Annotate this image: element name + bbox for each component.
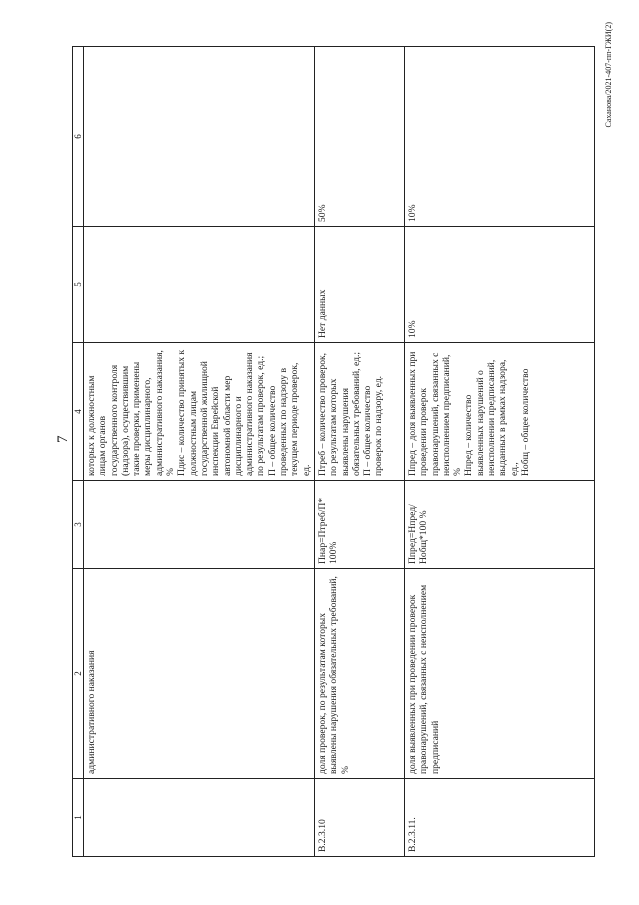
column-header-4: 4 [73,343,84,481]
description-line: лицам органов [97,415,109,476]
row-code [84,779,315,857]
row-code: В.2.3.10 [314,779,404,857]
description-line: текущем периоде проверок, [289,362,301,476]
row-value-6: 50% [314,47,404,227]
table-row [404,47,594,857]
row-code: В.2.3.11. [404,779,594,857]
description-line: выданных в рамках надзора, [497,359,509,476]
description-line: ед., [508,462,520,476]
row-formula [84,481,315,569]
description-line: правонарушений, связанных с [429,352,441,476]
description-line: проверок по надзору, ед. [373,375,385,476]
description-line: неисполнением предписаний, [440,354,452,476]
page-number: 7 [55,435,71,443]
description-line: административного наказания [244,352,256,476]
row-value-6 [84,47,315,227]
row-value-6: 10% [404,47,594,227]
description-line: Ппред – доля выявленных при [406,351,418,476]
description-line: неисполнении предписаний, [486,359,498,476]
document-id: Саханова/2021-407-пп-ГЖИ(2) [604,22,613,128]
description-line: которых к должностным [86,375,97,476]
description-line: инспекции Еврейской [210,386,222,476]
description-line: Птреб – количество проверок, [316,352,328,476]
description-line: государственной жилищной [198,361,210,476]
column-header-2: 2 [73,569,84,779]
description-line: меры дисциплинарного, [142,377,154,476]
description-line: должностным лицам [187,390,199,476]
description-line: % [165,468,177,476]
table-row [84,47,315,857]
column-header-row [73,47,84,857]
column-header-1: 1 [73,779,84,857]
description-line: такие проверки, применены [131,361,143,476]
description-line: П – общее количество [362,385,374,476]
description-line: Пдис – количество принятых к [176,349,188,476]
row-description [314,343,404,481]
description-line: П – общее количество [266,385,278,476]
column-header-6: 6 [73,47,84,227]
row-value-5: Нет данных [314,227,404,343]
column-header-3: 3 [73,481,84,569]
indicators-table [72,46,595,857]
row-value-5 [84,227,315,343]
row-description [84,343,315,481]
row-name: доля выявленных при проведении проверок правонарушений, связанных с неисполнением предписаний [404,569,594,779]
description-line: (надзора), осуществившим [119,365,131,476]
description-line: обязательных требований, ед.; [350,351,362,476]
table-row [314,47,404,857]
description-line: по результатам проверок, ед.; [255,355,267,476]
description-line: проведении проверок [418,388,430,476]
column-header-5: 5 [73,227,84,343]
description-line: выявленных нарушений о [474,370,486,476]
description-line: проведенных по надзору в [278,367,290,476]
description-line: выявлены нарушения [339,387,351,476]
description-line: автономной области мер [221,375,233,476]
row-value-5: 10% [404,227,594,343]
row-name: доля проверок, по результатам которых выявлены нарушения обязательных требований, % [314,569,404,779]
description-line: дисциплинарного и [232,396,244,476]
row-name: административного наказания [84,569,315,779]
description-line: по результатам которых [328,378,340,476]
row-formula: Ппред=Нпред/Нобщ*100 % [404,481,594,569]
description-line: административного наказания, [153,350,165,476]
description-line: государственного контроля [108,364,120,476]
row-formula: Пнар=Птреб/П* 100% [314,481,404,569]
row-description [404,343,594,481]
description-line: Нобщ – общее количество [519,368,531,476]
description-line: % [452,468,464,476]
description-line: Нпред – количество [463,394,475,476]
description-line: ед. [300,464,312,476]
